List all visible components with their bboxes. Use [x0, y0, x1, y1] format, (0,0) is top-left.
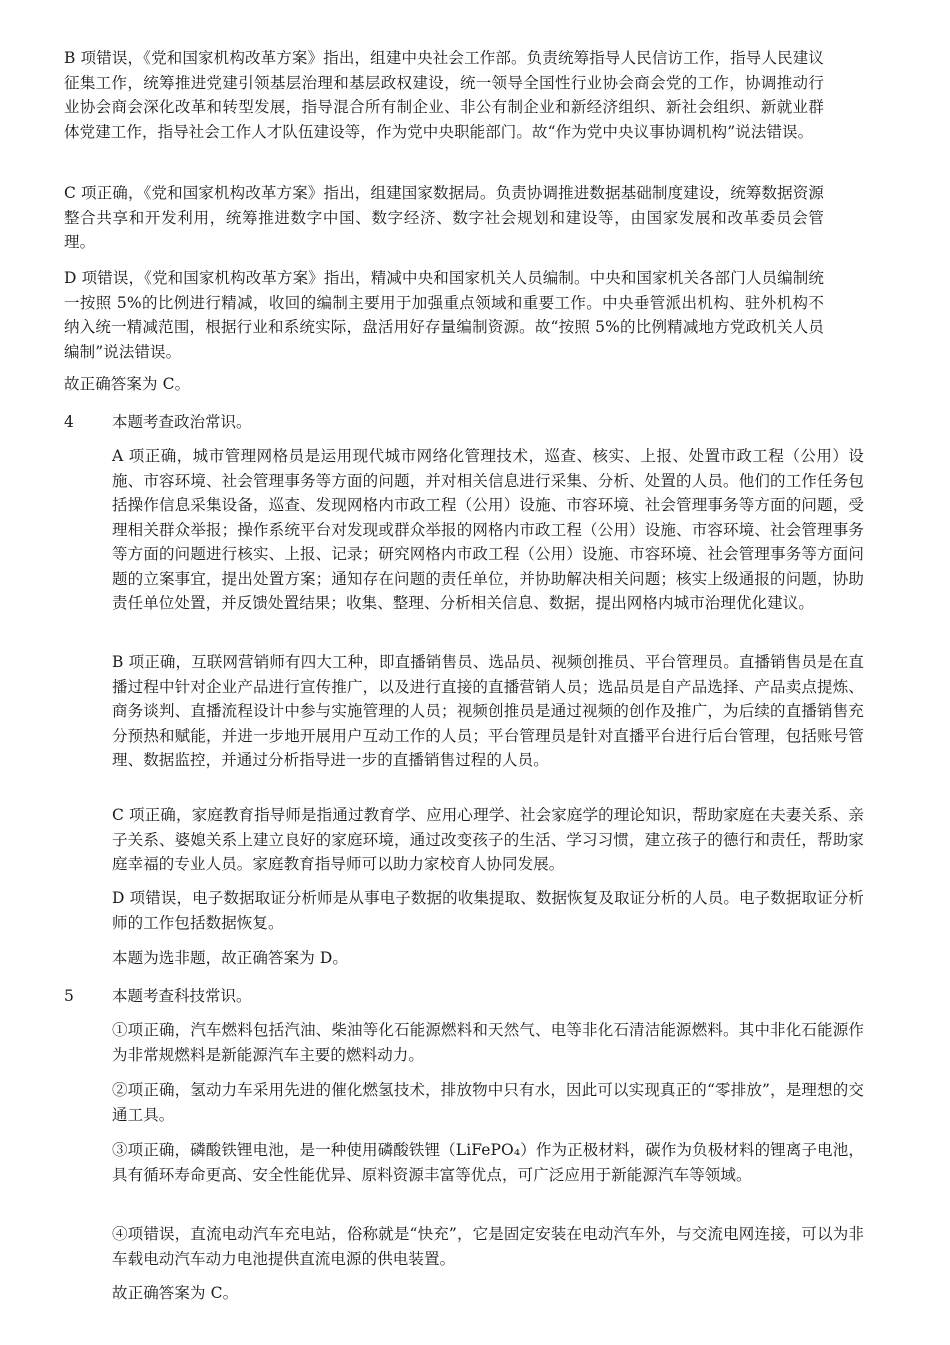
option-d-explanation: D 项错误，《党和国家机构改革方案》指出，精减中央和国家机关人员编制。中央和国家机关各部门人员编制统一按照 5%的比例进行精减，收回的编制主要用于加强重点领域和重要工作。中央垂管派出机构、驻外机构不纳入统一精减范围，根据行业和系统实际，盘活用好存量编制资源。故“按照 5%的比例精减地方党政机关人员编制”说法错误。 — [64, 269, 824, 361]
option-c-explanation: C 项正确，家庭教育指导师是指通过教育学、应用心理学、社会家庭学的理论知识，帮助家庭在夫妻关系、亲子关系、婆媳关系上建立良好的家庭环境，通过改变孩子的生活、学习习惯，建立孩子的德行和责任，帮助家庭幸福的专业人员。家庭教育指导师可以助力家校育人协同发展。 — [112, 806, 864, 873]
option-d-explanation: D 项错误，电子数据取证分析师是从事电子数据的收集提取、数据恢复及取证分析的人员。电子数据取证分析师的工作包括数据恢复。 — [112, 889, 864, 932]
option-a-explanation: A 项正确，城市管理网格员是运用现代城市网络化管理技术，巡查、核实、上报、处置市政工程（公用）设施、市容环境、社会管理事务等方面的问题，并对相关信息进行采集、分析、处置的人员。他们的工作任务包括操作信息采集设备，巡查、发现网格内市政工程（公用）设施、市容环境、社会管理事务等方面的问题，受理相关群众举报；操作系统平台对发现或群众举报的网格内市政工程（公用）设施、市容环境、社会管理事务等方面的问题进行核实、上报、记录；研究网格内市政工程（公用）设施、市容环境、社会管理事务等方面问题的立案事宜，提出处置方案；通知存在问题的责任单位，并协助解决相关问题；核实上级通报的问题，协助责任单位处置，并反馈处置结果；收集、整理、分析相关信息、数据，提出网格内城市治理优化建议。 — [112, 447, 864, 612]
option-b-explanation: B 项错误，《党和国家机构改革方案》指出，组建中央社会工作部。负责统筹指导人民信访工作，指导人民建议征集工作，统筹推进党建引领基层治理和基层政权建设，统一领导全国性行业协会商会党的工作，协调推动行业协会商会深化改革和转型发展，指导混合所有制企业、非公有制企业和新经济组织、新社会组织、新就业群体党建工作，指导社会工作人才队伍建设等，作为党中央职能部门。故“作为党中央议事协调机构”说法错误。 — [64, 49, 824, 141]
option-b-explanation: B 项正确，互联网营销师有四大工种，即直播销售员、选品员、视频创推员、平台管理员。直播销售员是在直播过程中针对企业产品进行宣传推广，以及进行直接的直播营销人员；选品员是自产品选择、产品卖点提炼、商务谈判、直播流程设计中参与实施管理的人员；视频创推员是通过视频的创作及推广，为后续的直播销售充分预热和赋能，并进一步地开展用户互动工作的人员；平台管理员是针对直播平台进行后台管理，包括账号管理、数据监控，并通过分析指导进一步的直播销售过程的人员。 — [112, 653, 864, 769]
option-c-explanation: C 项正确，《党和国家机构改革方案》指出，组建国家数据局。负责协调推进数据基础制度建设，统筹数据资源整合共享和开发利用，统筹推进数字中国、数字经济、数字社会规划和建设等，由国家发展和改革委员会管理。 — [64, 184, 824, 251]
item-1-explanation: ①项正确，汽车燃料包括汽油、柴油等化石能源燃料和天然气、电等非化石清洁能源燃料。其中非化石能源作为非常规燃料是新能源汽车主要的燃料动力。 — [112, 1021, 864, 1064]
answer-line: 本题为选非题，故正确答案为 D。 — [112, 949, 348, 967]
question-number: 4 — [64, 413, 74, 431]
item-4-explanation: ④项错误，直流电动汽车充电站，俗称就是“快充”，它是固定安装在电动汽车外，与交流电网连接，可以为非车载电动汽车动力电池提供直流电源的供电装置。 — [112, 1225, 864, 1268]
item-3-explanation: ③项正确，磷酸铁锂电池，是一种使用磷酸铁锂（LiFePO₄）作为正极材料，碳作为负极材料的锂离子电池，具有循环寿命更高、安全性能优异、原料资源丰富等优点，可广泛应用于新能源汽车等领域。 — [112, 1141, 864, 1184]
question-heading: 本题考查政治常识。 — [112, 413, 252, 431]
question-heading: 本题考查科技常识。 — [112, 987, 252, 1005]
answer-line: 故正确答案为 C。 — [112, 1284, 239, 1302]
item-2-explanation: ②项正确，氢动力车采用先进的催化燃氢技术，排放物中只有水，因此可以实现真正的“零排放”，是理想的交通工具。 — [112, 1081, 864, 1124]
question-number: 5 — [64, 987, 74, 1005]
answer-line: 故正确答案为 C。 — [64, 375, 191, 393]
